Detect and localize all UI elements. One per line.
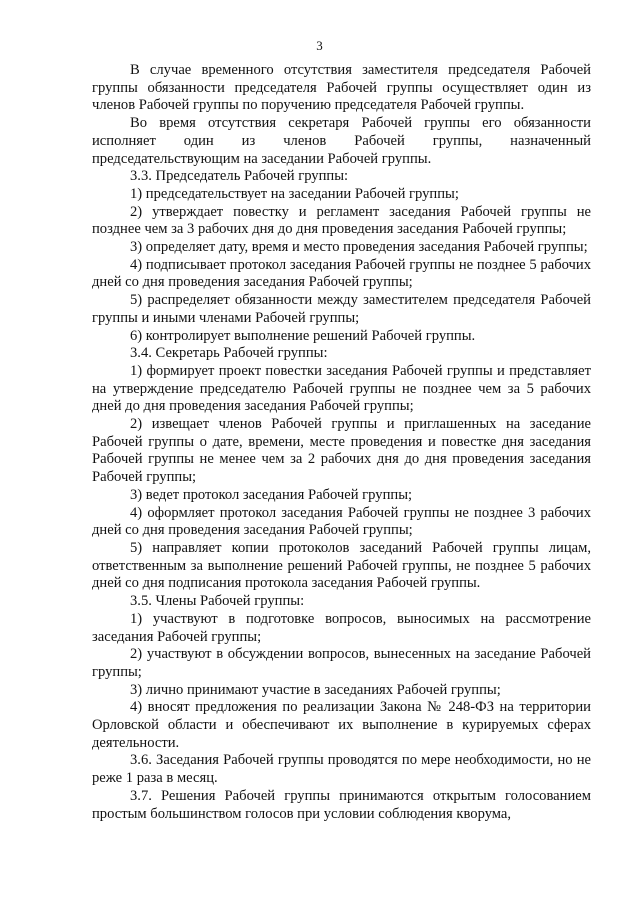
list-item: 2) утверждает повестку и регламент заседания Рабочей группы не позднее чем за 3 рабочих дня до дня проведения заседания Рабочей группы; <box>92 203 591 238</box>
paragraph: В случае временного отсутствия заместителя председателя Рабочей группы обязанности председателя Рабочей группы осуществляет один из членов Рабочей группы по поручению председателя Рабочей группы. <box>92 62 591 114</box>
list-item: 3) лично принимают участие в заседаниях Рабочей группы; <box>130 681 501 698</box>
list-item: 3) определяет дату, время и место проведения заседания Рабочей группы; <box>130 239 588 256</box>
list-item: 4) вносят предложения по реализации Закона № 248-ФЗ на территории Орловской области и обеспечивают их выполнение в курируемых сферах деятельности. <box>92 699 591 751</box>
list-item: 3) ведет протокол заседания Рабочей группы; <box>130 486 413 503</box>
list-item: 1) формирует проект повестки заседания Рабочей группы и представляет на утверждение председателю Рабочей группы не позднее чем за 5 рабочих дней до дня проведения заседания Рабочей группы; <box>92 362 591 415</box>
paragraph: 3.6. Заседания Рабочей группы проводятся по мере необходимости, но не реже 1 раза в месяц. <box>92 752 591 787</box>
list-item: 5) распределяет обязанности между заместителем председателя Рабочей группы и иными членами Рабочей группы; <box>92 292 591 326</box>
list-item: 4) оформляет протокол заседания Рабочей группы не позднее 3 рабочих дней со дня проведения заседания Рабочей группы; <box>92 504 591 539</box>
list-item: 5) направляет копии протоколов заседаний Рабочей группы лицам, ответственным за выполнение решений Рабочей группы, не позднее 5 рабочих дней со дня подписания протокола заседания Рабочей группы. <box>92 539 591 592</box>
section-heading: 3.4. Секретарь Рабочей группы: <box>130 345 328 362</box>
document-body <box>92 62 591 823</box>
list-item: 4) подписывает протокол заседания Рабочей группы не позднее 5 рабочих дней со дня проведения заседания Рабочей группы; <box>92 256 591 291</box>
list-item: 6) контролирует выполнение решений Рабочей группы. <box>130 327 476 344</box>
list-item: 1) участвуют в подготовке вопросов, выносимых на рассмотрение заседания Рабочей группы; <box>92 610 591 645</box>
paragraph: Во время отсутствия секретаря Рабочей группы его обязанности исполняет один из членов Рабочей группы, назначенный председательствующим на заседании Рабочей группы. <box>92 115 591 167</box>
list-item: 1) председательствует на заседании Рабочей группы; <box>130 185 459 202</box>
list-item: 2) извещает членов Рабочей группы и приглашенных на заседание Рабочей группы о дате, времени, месте проведения и повестке дня заседания Рабочей группы не менее чем за 2 рабочих дня до дня проведения заседания Рабочей группы; <box>92 416 591 486</box>
section-heading: 3.3. Председатель Рабочей группы: <box>130 168 349 185</box>
paragraph: 3.7. Решения Рабочей группы принимаются открытым голосованием простым большинством голосов при условии соблюдения кворума, <box>92 787 591 822</box>
page-number: 3 <box>316 38 323 53</box>
list-item: 2) участвуют в обсуждении вопросов, вынесенных на заседание Рабочей группы; <box>92 646 591 680</box>
section-heading: 3.5. Члены Рабочей группы: <box>130 593 305 610</box>
